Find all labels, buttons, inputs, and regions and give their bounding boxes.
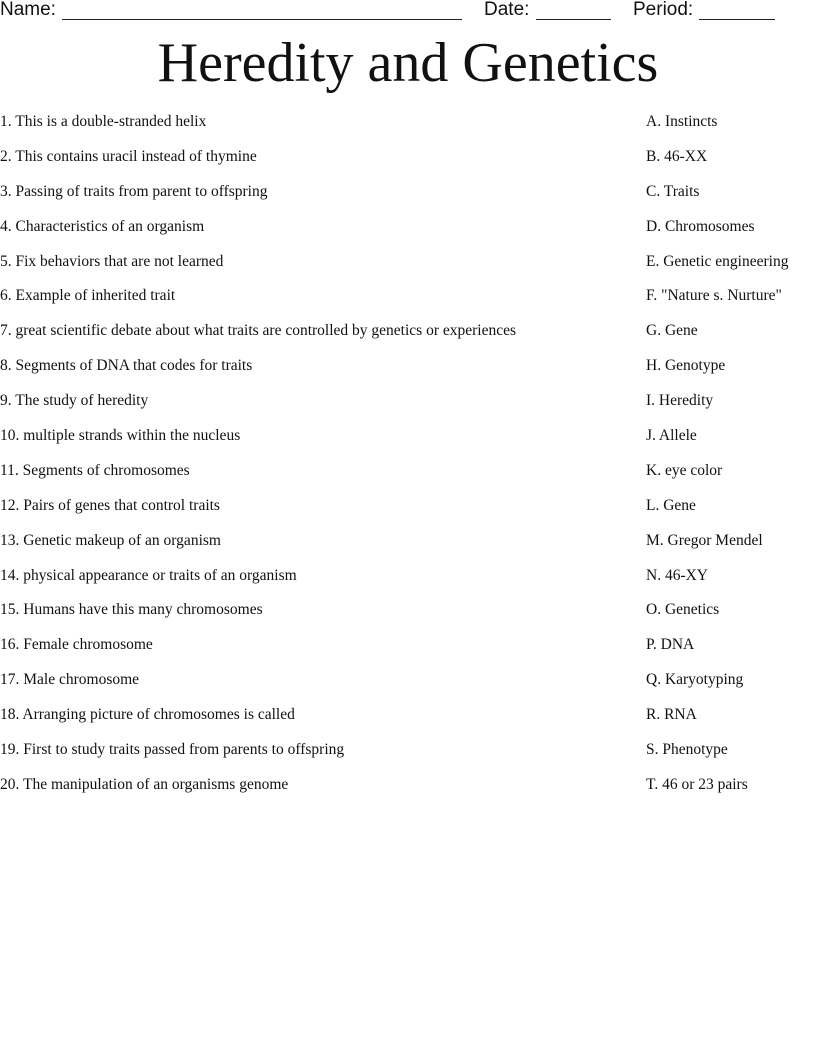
- question-item: 2. This contains uracil instead of thymine: [0, 147, 257, 165]
- name-label: Name:: [0, 0, 56, 20]
- question-item: 19. First to study traits passed from parents to offspring: [0, 741, 345, 759]
- page-title: Heredity and Genetics: [157, 32, 659, 94]
- question-item: 5. Fix behaviors that are not learned: [0, 252, 224, 270]
- question-item: 20. The manipulation of an organisms genome: [0, 775, 289, 793]
- answer-item: B. 46-XX: [646, 147, 708, 165]
- question-list: [0, 105, 620, 803]
- period-field-line[interactable]: [699, 19, 775, 20]
- answer-item: F. "Nature s. Nurture": [646, 287, 782, 305]
- answer-item: K. eye color: [646, 461, 723, 479]
- question-item: 17. Male chromosome: [0, 671, 140, 689]
- name-field-line[interactable]: [62, 19, 462, 20]
- answer-item: G. Gene: [646, 322, 698, 340]
- answer-item: P. DNA: [646, 636, 695, 654]
- question-item: 11. Segments of chromosomes: [0, 461, 190, 479]
- answer-item: C. Traits: [646, 182, 700, 200]
- answer-item: R. RNA: [646, 706, 697, 724]
- answer-list: [646, 105, 816, 803]
- question-item: 15. Humans have this many chromosomes: [0, 601, 263, 619]
- answer-item: I. Heredity: [646, 392, 714, 410]
- answer-item: J. Allele: [646, 427, 697, 445]
- answer-item: H. Genotype: [646, 357, 726, 375]
- answer-item: Q. Karyotyping: [646, 671, 744, 689]
- question-item: 8. Segments of DNA that codes for traits: [0, 357, 253, 375]
- answer-item: M. Gregor Mendel: [646, 531, 763, 549]
- worksheet-header: [0, 0, 816, 24]
- question-item: 18. Arranging picture of chromosomes is called: [0, 706, 295, 724]
- answer-item: L. Gene: [646, 496, 696, 514]
- question-item: 6. Example of inherited trait: [0, 287, 176, 305]
- question-item: 9. The study of heredity: [0, 392, 149, 410]
- question-item: 13. Genetic makeup of an organism: [0, 531, 221, 549]
- period-label: Period:: [633, 0, 694, 20]
- question-item: 1. This is a double-stranded helix: [0, 113, 207, 130]
- date-label: Date:: [484, 0, 530, 20]
- question-item: 12. Pairs of genes that control traits: [0, 496, 220, 514]
- question-item: 16. Female chromosome: [0, 636, 153, 654]
- answer-item: A. Instincts: [646, 113, 718, 130]
- question-item: 14. physical appearance or traits of an organism: [0, 566, 297, 584]
- question-item: 7. great scientific debate about what traits are controlled by genetics or experiences: [0, 322, 517, 340]
- question-item: 4. Characteristics of an organism: [0, 217, 205, 235]
- date-field-line[interactable]: [536, 19, 611, 20]
- answer-item: T. 46 or 23 pairs: [646, 775, 748, 793]
- answer-item: E. Genetic engineering: [646, 252, 789, 270]
- question-item: 3. Passing of traits from parent to offspring: [0, 182, 268, 200]
- answer-item: O. Genetics: [646, 601, 720, 619]
- answer-item: S. Phenotype: [646, 741, 728, 759]
- answer-item: N. 46-XY: [646, 566, 708, 584]
- answer-item: D. Chromosomes: [646, 217, 755, 235]
- question-item: 10. multiple strands within the nucleus: [0, 427, 241, 445]
